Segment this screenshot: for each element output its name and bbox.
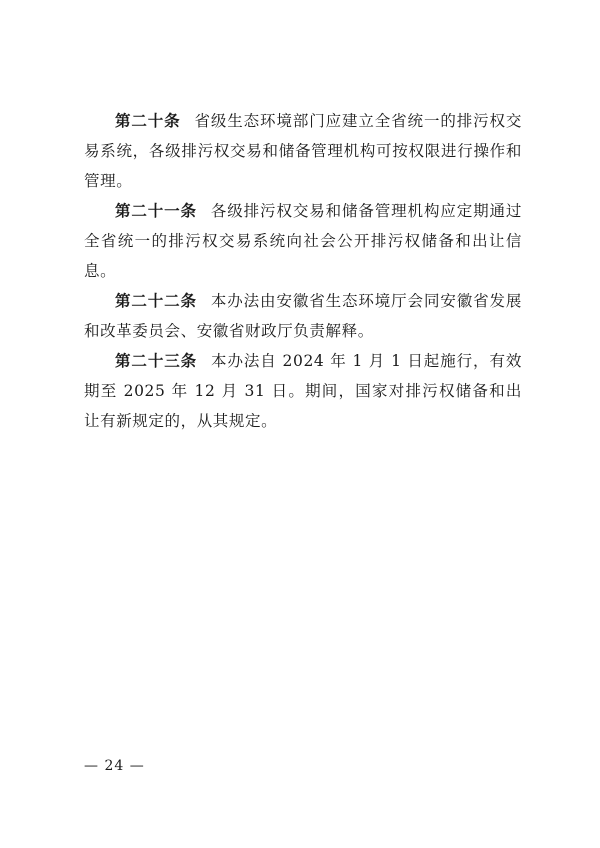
article-text: 本办法自 2024 年 1 月 1 日起施行，有效期至 2025 年 12 月 31 日。期间，国家对排污权储备和出让有新规定的，从其规定。 — [84, 352, 522, 430]
document-body — [84, 106, 522, 436]
article-label: 第二十三条 — [115, 351, 198, 370]
article-text: 各级排污权交易和储备管理机构应定期通过全省统一的排污权交易系统向社会公开排污权储备和出让信息。 — [84, 202, 522, 280]
article-20 — [84, 106, 522, 196]
article-label: 第二十一条 — [115, 201, 197, 220]
article-text: 省级生态环境部门应建立全省统一的排污权交易系统，各级排污权交易和储备管理机构可按权限进行操作和管理。 — [84, 112, 522, 190]
page-number: — 24 — — [84, 758, 145, 774]
article-text: 本办法由安徽省生态环境厅会同安徽省发展和改革委员会、安徽省财政厅负责解释。 — [84, 292, 522, 340]
article-23 — [84, 346, 522, 436]
article-label: 第二十条 — [115, 111, 181, 130]
article-22 — [84, 286, 522, 346]
article-21 — [84, 196, 522, 286]
article-label: 第二十二条 — [115, 291, 197, 310]
